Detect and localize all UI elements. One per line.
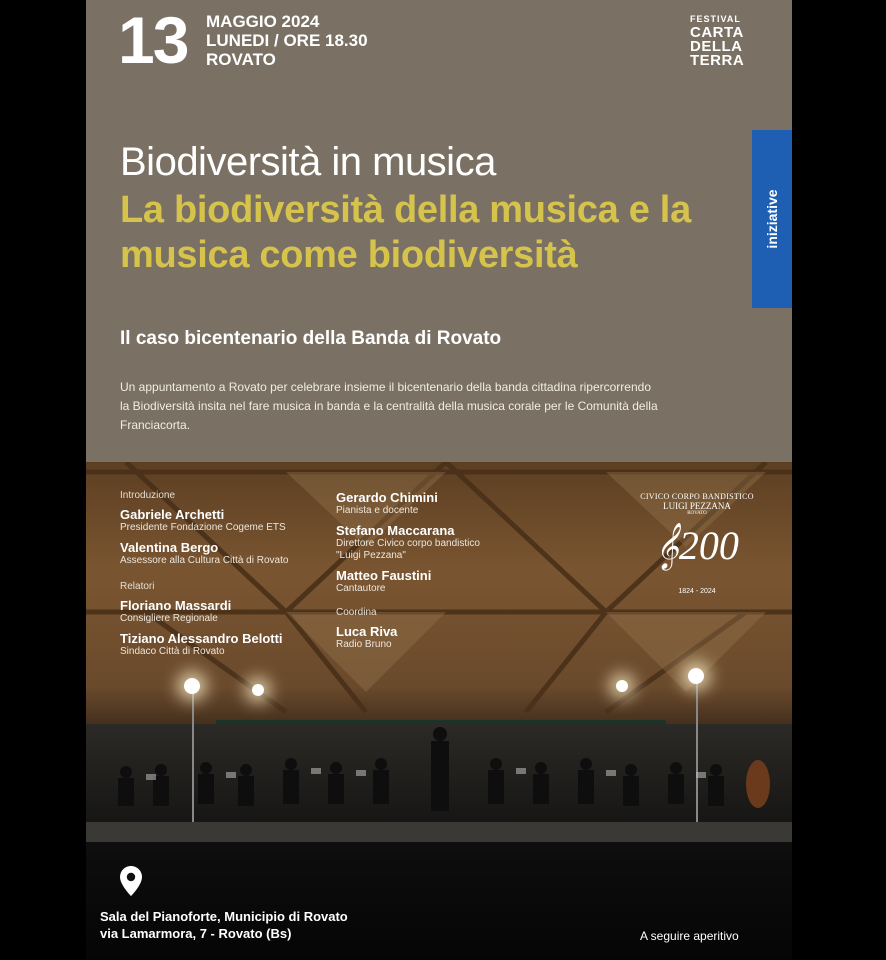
speaker-role: Pianista e docente: [336, 505, 419, 516]
speaker-role: Assessore alla Cultura Città di Rovato: [120, 555, 289, 566]
section-label: Coordina: [336, 607, 377, 618]
headline: La biodiversità della musica e la musica come biodiversità: [120, 189, 691, 276]
band-logo-line: CIVICO CORPO BANDISTICO: [640, 492, 754, 501]
band-logo-line: ROVATO: [687, 511, 707, 516]
speaker-name: Matteo Faustini: [336, 568, 432, 583]
speaker-name: Luca Riva: [336, 624, 398, 639]
speaker-role: "Luigi Pezzana": [336, 550, 406, 561]
section-label: Introduzione: [120, 490, 176, 501]
stage-light: [252, 684, 264, 696]
speaker-role: Radio Bruno: [336, 639, 392, 650]
location-pin-icon: [120, 866, 142, 896]
festival-logo-line: FESTIVAL: [690, 14, 741, 24]
title-line: Biodiversità in musica: [120, 140, 496, 184]
event-day: 13: [118, 3, 188, 77]
stage-light: [688, 668, 704, 684]
festival-logo-line: CARTA: [690, 24, 744, 41]
venue-address: [100, 908, 348, 942]
subtitle: Il caso bicentenario della Banda di Rovato: [120, 328, 502, 349]
footer-note: A seguire aperitivo: [640, 929, 739, 943]
speaker-name: Tiziano Alessandro Belotti: [120, 631, 283, 646]
event-date-info: [206, 12, 368, 69]
speaker-name: Stefano Maccarana: [336, 523, 455, 538]
speaker-name: Valentina Bergo: [120, 540, 219, 555]
side-tab-label: iniziative: [764, 189, 780, 249]
program-column-left: [120, 490, 340, 658]
speaker-role: Consigliere Regionale: [120, 613, 218, 624]
festival-logo-line: DELLA: [690, 38, 743, 55]
stage-light: [616, 680, 628, 692]
speaker-name: Floriano Massardi: [120, 598, 232, 613]
event-poster: [86, 0, 792, 960]
side-tab-iniziative: [752, 130, 792, 308]
festival-logo-line: TERRA: [690, 52, 745, 69]
event-city: ROVATO: [206, 50, 276, 69]
anniversary-years: 1824 - 2024: [678, 588, 716, 595]
stage-light: [184, 678, 200, 694]
event-month-year: MAGGIO 2024: [206, 12, 320, 31]
speaker-role: Cantautore: [336, 583, 386, 594]
venue-line: via Lamarmora, 7 - Rovato (Bs): [100, 926, 292, 941]
anniversary-value: 200: [678, 523, 739, 568]
description: Un appuntamento a Rovato per celebrare insieme il bicentenario della banda cittadina ripercorrendo la Biodiversità insita nel fare musica in banda e la centralità della musica corale per le Comunità della Franciacorta.: [120, 380, 658, 432]
treble-clef-icon: 𝄞: [655, 523, 679, 568]
speaker-role: Presidente Fondazione Cogeme ETS: [120, 522, 286, 533]
section-label: Relatori: [120, 581, 155, 592]
band-logo: [632, 492, 762, 595]
speaker-role: Sindaco Città di Rovato: [120, 646, 225, 657]
speaker-name: Gabriele Archetti: [120, 507, 225, 522]
speaker-name: Gerardo Chimini: [336, 490, 438, 505]
event-weekday-time: LUNEDI / ORE 18.30: [206, 31, 368, 50]
band-logo-line: LUIGI PEZZANA: [663, 501, 731, 511]
venue-line: Sala del Pianoforte, Municipio di Rovato: [100, 909, 348, 924]
band-musicians: [86, 724, 792, 834]
program-column-middle: [336, 484, 536, 651]
anniversary-number: [632, 524, 762, 568]
festival-logo: [690, 12, 744, 68]
header-panel: [86, 0, 792, 462]
speaker-role: Direttore Civico corpo bandistico: [336, 538, 480, 549]
